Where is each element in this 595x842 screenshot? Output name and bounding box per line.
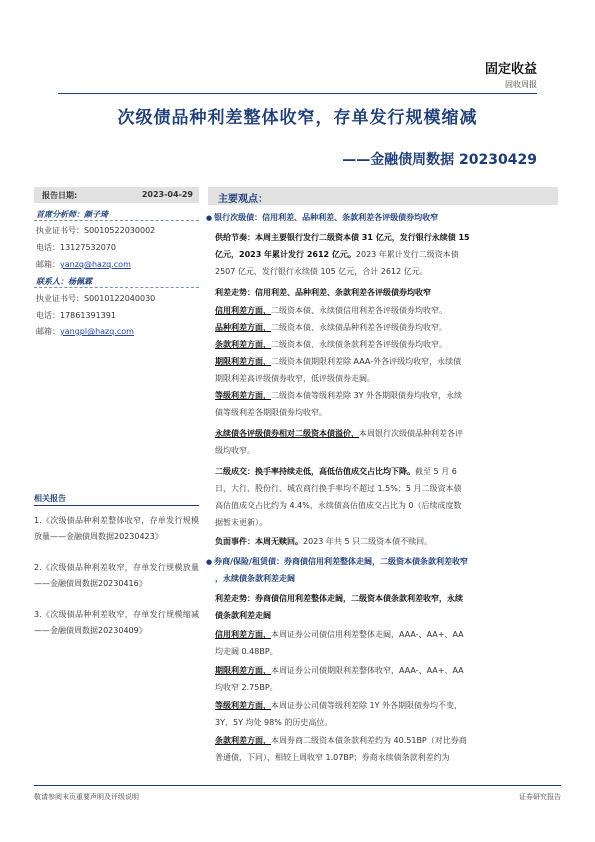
broker-grade-text-2: 3Y、5Y 均处 98% 的历史高位。 — [215, 718, 333, 727]
variety-spread-row — [215, 322, 447, 333]
broker-term-text-1: 本周证券公司债期限利差整体收窄，AAA-、AA+、AA — [271, 666, 464, 675]
term-spread-row — [215, 356, 461, 367]
perp-text-1: 本周银行次级债品种利差各评 — [359, 429, 463, 438]
negative-text: 2023 年共 5 只二级资本债不赎回。 — [303, 537, 433, 546]
broker-credit-text-1: 本周证券公司债信用利差整体走阔，AAA-、AA+、AA — [271, 630, 464, 639]
footer-divider — [34, 785, 561, 786]
contact-email-row — [36, 326, 134, 337]
main-views-bar — [208, 187, 558, 205]
related-report-1[interactable]: 1.《次级债品种利差整体收窄，存单发行规模放量——金融债周数据20230423》 — [34, 516, 199, 541]
broker-clause-label: 条款利差方面， — [215, 736, 271, 745]
secondary-label: 二级成交：换手率持续走低，高低估值成交占比均下降。 — [215, 467, 415, 476]
broker-clause-row — [215, 735, 467, 746]
broker-credit-label: 信用利差方面， — [215, 630, 271, 639]
broker-grade-text-1: 本周证券公司债等级利差除 1Y 外各期限债券均不变， — [271, 701, 463, 710]
supply-line-3: 2507 亿元，发行银行永续债 105 亿元，合计 2612 亿元。 — [215, 267, 428, 276]
broker-grade-label: 等级利差方面， — [215, 701, 271, 710]
secondary-text-2: 日，大行、股份行、城农商行换手率均不超过 1.5%；5 月二级资本债 — [215, 484, 462, 493]
related-divider — [34, 505, 199, 506]
broker-clause-text-2: 普通债，下同），相较上周收窄 1.07BP；券商永续债条款利差约为 — [215, 753, 450, 762]
supply-text-2: 2023 年累计发行二级资本债 — [355, 250, 459, 259]
perp-row — [215, 428, 463, 439]
secondary-text-4: 据暂未更新）。 — [215, 518, 267, 527]
contact-phone: 电话：17861391391 — [36, 311, 116, 320]
grade-spread-row — [215, 390, 462, 401]
analyst-license: 执业证书号：S0010522030002 — [36, 226, 156, 235]
related-report-2[interactable]: 2.《次级债品种利差收窄，存单发行规模放量——金融债周数据20230416》 — [34, 563, 199, 588]
analyst-divider — [34, 220, 199, 221]
report-category: 固定收益 — [484, 62, 537, 77]
negative-row — [215, 536, 432, 547]
contact-label: 联系人：杨佩霖 — [36, 277, 92, 286]
analyst-email-row — [36, 259, 131, 270]
credit-spread-row — [215, 305, 447, 316]
secondary-row — [215, 466, 457, 477]
supply-line-2 — [215, 249, 459, 260]
spread-trend: 利差走势：信用利差、品种利差、条款利差各评级债券均收窄 — [215, 288, 431, 297]
broker-clause-text-1: 本周券商二级资本债条款利差约为 40.51BP（对比券商 — [271, 736, 467, 745]
credit-label: 信用利差方面， — [215, 306, 271, 315]
bank-section-heading: ● 银行次级债：信用利差、品种利差、条款利差各评级债券均收窄 — [206, 212, 438, 223]
perp-label: 永续债各评级债券相对二级资本债溢价， — [215, 429, 359, 438]
secondary-text-1: 截至 5 月 6 — [415, 467, 457, 476]
grade-text-1: 二级资本债等级利差除 3Y 外各期限债券均收窄，永续 — [271, 391, 463, 400]
broker-section-heading: ● 券商/保险/租赁债：券商债信用利差整体走阔，二级资本债条款利差收窄 — [206, 556, 468, 567]
footer-report-type: 证券研究报告 — [519, 793, 561, 801]
chief-analyst-label: 首席分析师：颜子琦 — [36, 210, 108, 219]
term-label: 期限利差方面， — [215, 357, 271, 366]
contact-divider — [34, 287, 199, 288]
analyst-email-link[interactable]: yanzq@hazq.com — [60, 260, 131, 269]
broker-term-row — [215, 665, 464, 676]
grade-label: 等级利差方面， — [215, 391, 271, 400]
page-title: 次级债品种利差整体收窄，存单发行规模缩减 — [117, 108, 478, 128]
footer-disclaimer: 敬请参阅末页重要声明及评级说明 — [34, 793, 139, 801]
broker-credit-row — [215, 629, 464, 640]
report-subcategory: 固收周报 — [505, 80, 537, 89]
contact-email-link[interactable]: yangpl@hazq.com — [60, 327, 134, 336]
broker-section-heading-2: ，永续债条款利差走阔 — [215, 574, 295, 583]
analyst-phone: 电话：13127532070 — [36, 243, 116, 252]
contact-license: 执业证书号：S0010122040030 — [36, 294, 156, 303]
report-date-bar — [34, 187, 199, 203]
negative-label: 负面事件：本周无赎回。 — [215, 537, 303, 546]
clause-label: 条款利差方面， — [215, 340, 271, 349]
supply-text-1: 本周主要银行发行二级资本债 31 亿元，发行银行永续债 15 — [255, 233, 470, 242]
grade-text-2: 债等级利差各期限债券均收窄。 — [215, 408, 327, 417]
email-label: 邮箱： — [36, 260, 60, 269]
broker-grade-row — [215, 700, 462, 711]
term-text-1: 二级资本债期限利差除 AAA-外各评级均收窄，永续债 — [271, 357, 462, 366]
variety-label: 品种利差方面， — [215, 323, 271, 332]
credit-text: 二级资本债、永续债信用利差各评级债券均收窄。 — [271, 306, 447, 315]
variety-text: 二级资本债、永续债品种利差各评级债券均收窄。 — [271, 323, 447, 332]
report-date-label: 报告日期: — [42, 191, 78, 200]
broker-term-label: 期限利差方面， — [215, 666, 271, 675]
main-views-label: 主要观点： — [218, 194, 268, 205]
clause-spread-row — [215, 339, 447, 350]
related-report-3[interactable]: 3.《次级债品种利差收窄，存单发行规模缩减——金融债周数据20230409》 — [34, 610, 199, 635]
email-label: 邮箱： — [36, 327, 60, 336]
broker-term-text-2: 均收窄 2.75BP。 — [215, 683, 278, 692]
supply-label: 供给节奏： — [215, 233, 255, 242]
broker-trend-1: 利差走势：券商债信用利差整体走阔，二级资本债条款利差收窄，永续 — [215, 594, 463, 603]
supply-text-2-bold: 亿元，2023 年累计发行 2612 亿元。 — [215, 250, 356, 259]
secondary-text-3: 高估值成交占比约为 4.4%，永续债高估值成交占比为 0（后续成度数 — [215, 501, 462, 510]
term-text-2: 期限利差高评级债券收窄，低评级债券走阔。 — [215, 374, 375, 383]
related-reports-label: 相关报告 — [34, 494, 66, 503]
page-subtitle: ——金融债周数据 20230429 — [342, 152, 537, 168]
clause-text: 二级资本债、永续债条款利差各评级债券均收窄。 — [271, 340, 447, 349]
perp-text-2: 级均收窄。 — [215, 446, 255, 455]
supply-line-1 — [215, 232, 470, 243]
header-divider — [58, 93, 537, 94]
report-date: 2023-04-29 — [141, 190, 193, 199]
broker-trend-2: 债条款利差走阔 — [215, 611, 271, 620]
broker-credit-text-2: 均走阔 0.48BP。 — [215, 647, 278, 656]
